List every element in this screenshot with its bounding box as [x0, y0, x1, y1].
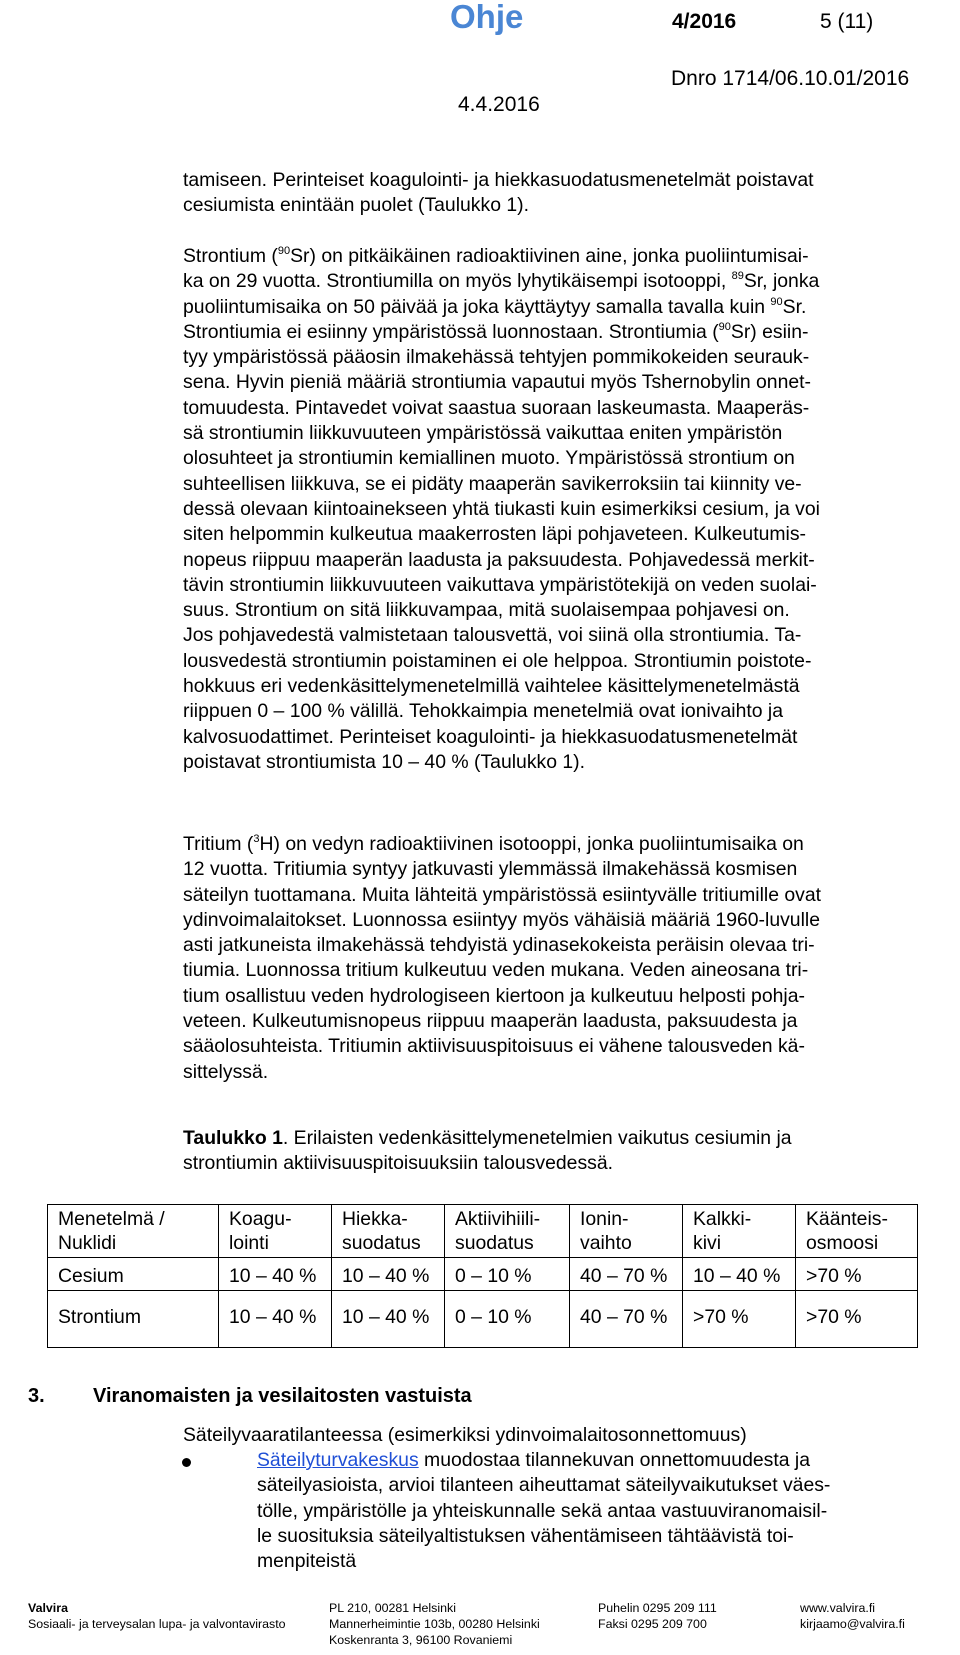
footer-contact — [598, 1600, 717, 1632]
table-row — [48, 1291, 918, 1348]
text-line: tamiseen. Perinteiset koagulointi- ja hiekkasuodatusmenetelmät poistavat — [183, 169, 814, 191]
text-line: tiumia. Luonnossa tritium kulkeutuu veden mukana. Veden aineosana tri- — [183, 959, 809, 982]
text-line: olosuhteet ja strontiumin kemiallinen muoto. Ympäristössä strontium on — [183, 447, 795, 470]
footer-address-line: Koskenranta 3, 96100 Rovaniemi — [329, 1633, 513, 1647]
footer-address-line: Mannerheimintie 103b, 00280 Helsinki — [329, 1617, 540, 1631]
paragraph-cesium-end — [183, 168, 923, 219]
text-line: säteilyn tuottamana. Muita lähteitä ympäristössä esiintyvälle tritiumille ovat — [183, 883, 822, 906]
table-cell: Cesium — [48, 1258, 219, 1291]
table-cell: 10 – 40 % — [219, 1291, 332, 1348]
text-line: tölle, ympäristölle ja yhteiskunnalle sekä antaa vastuuviranomaisil- — [257, 1499, 828, 1522]
table-cell: >70 % — [796, 1258, 918, 1291]
text-line: sä strontiumin liikkuvuuteen ympäristössä vaikuttaa eniten ympäristön — [183, 422, 783, 445]
table-cell: 10 – 40 % — [219, 1258, 332, 1291]
paragraph-strontium — [183, 244, 923, 775]
text-line: veteen. Kulkeutumisnopeus riippuu maaperän laadusta, paksuudesta ja — [183, 1010, 798, 1033]
text-line: 12 vuotta. Tritiumia syntyy jatkuvasti ylemmässä ilmakehässä kosmisen — [183, 858, 798, 881]
text-line: sääolosuhteista. Tritiumin aktiivisuuspitoisuus ei vähene talousveden kä- — [183, 1035, 805, 1058]
document-date: 4.4.2016 — [458, 93, 540, 116]
header-cell: Koagu- lointi — [219, 1205, 332, 1258]
footer-email: kirjaamo@valvira.fi — [800, 1617, 905, 1631]
text-line: Säteilyturvakeskus muodostaa tilannekuvan onnettomuudesta ja — [257, 1449, 810, 1471]
bullet-item — [257, 1448, 917, 1574]
text-line: tium osallistuu veden hydrologiseen kiertoon ja kulkeutuu helposti pohja- — [183, 984, 805, 1007]
text-line: cesiumista enintään puolet (Taulukko 1). — [183, 194, 529, 217]
table-header-row — [48, 1205, 918, 1258]
table-cell: 0 – 10 % — [445, 1291, 570, 1348]
table-cell: 10 – 40 % — [332, 1291, 445, 1348]
footer-address — [329, 1600, 540, 1648]
text-line: ka on 29 vuotta. Strontiumilla on myös lyhytikäisempi isotooppi, $^{89}$Sr, jonka — [183, 270, 820, 293]
caption-label: Taulukko 1 — [183, 1127, 283, 1149]
stuk-link[interactable]: Säteilyturvakeskus — [257, 1449, 419, 1471]
text-line: kalvosuodattimet. Perinteiset koagulointi- ja hiekkasuodatusmenetelmät — [183, 725, 798, 748]
document-number: 4/2016 — [672, 10, 737, 33]
table-cell: 0 – 10 % — [445, 1258, 570, 1291]
text-line: Taulukko 1. Erilaisten vedenkäsittelymenetelmien vaikutus cesiumin ja — [183, 1127, 792, 1149]
header-cell: Ionin- vaihto — [570, 1205, 683, 1258]
footer-org-desc: Sosiaali- ja terveysalan lupa- ja valvontavirasto — [28, 1617, 286, 1631]
header-cell: Kalkki- kivi — [683, 1205, 796, 1258]
header-cell: Menetelmä / Nuklidi — [48, 1205, 219, 1258]
header-cell: Käänteis- osmoosi — [796, 1205, 918, 1258]
text-line: tävin strontiumin liikkuvuuteen vaikuttava ympäristötekijä on veden suolai- — [183, 573, 817, 596]
table-row — [48, 1258, 918, 1291]
text-line: asti jatkuneista ilmakehässä tehdyistä ydinasekokeista peräisin olevaa tri- — [183, 934, 815, 957]
text-line: Tritium ($^3$H) on vedyn radioaktiivinen isotooppi, jonka puoliintumisaika on — [183, 833, 804, 855]
footer-phone: Puhelin 0295 209 111 — [598, 1601, 717, 1615]
record-number: Dnro 1714/06.10.01/2016 — [671, 67, 910, 90]
text-line: siten helpommin kulkeutua maakerrosten läpi pohjaveteen. Kulkeutumis- — [183, 523, 806, 546]
text-line: nopeus riippuu maaperän laadusta ja paksuudesta. Pohjavedessä merkit- — [183, 548, 815, 571]
header-cell: Hiekka- suodatus — [332, 1205, 445, 1258]
text-line: dessä olevaan kiintoainekseen yhtä tiukasti kuin esimerkiksi cesium, ja voi — [183, 497, 820, 520]
text-line: menpiteistä — [257, 1550, 357, 1573]
text-line: tomuudesta. Pintavedet voivat saastua suoraan laskeumasta. Maaperäs- — [183, 396, 810, 419]
text-line: säteilyasioista, arvioi tilanteen aiheuttamat säteilyvaikutukset väes- — [257, 1474, 831, 1497]
text-line: suus. Strontium on sitä liikkuvampaa, mitä suolaisempaa pohjavesi on. — [183, 599, 790, 622]
table-cell: 10 – 40 % — [683, 1258, 796, 1291]
footer-org — [28, 1600, 286, 1632]
text-line: Strontiumia ei esiinny ympäristössä luonnostaan. Strontiumia ($^{90}$Sr) esiin- — [183, 320, 809, 343]
footer-fax: Faksi 0295 209 700 — [598, 1617, 707, 1631]
text-line: ydinvoimalaitokset. Luonnossa esiintyy myös vähäisiä määriä 1960-luvulle — [183, 908, 820, 931]
bullet-icon — [182, 1458, 191, 1467]
footer-org-name: Valvira — [28, 1601, 68, 1615]
text-line: sena. Hyvin pieniä määriä strontiumia vapautui myös Tshernobylin onnet- — [183, 371, 812, 394]
text-line: strontiumin aktiivisuuspitoisuuksiin talousvedessä. — [183, 1152, 614, 1175]
table-cell: 40 – 70 % — [570, 1291, 683, 1348]
page-number: 5 (11) — [820, 10, 874, 33]
text-line: hokkuus eri vedenkäsittelymenetelmillä vaihtelee käsittelymenetelmästä — [183, 675, 800, 698]
paragraph-tritium — [183, 832, 923, 1085]
table-cell: >70 % — [683, 1291, 796, 1348]
text-line: sittelyssä. — [183, 1060, 269, 1083]
table-caption — [183, 1126, 923, 1177]
table-cell: 10 – 40 % — [332, 1258, 445, 1291]
footer-address-line: PL 210, 00281 Helsinki — [329, 1601, 456, 1615]
document-type-title: Ohje — [450, 0, 524, 35]
footer-web — [800, 1600, 905, 1632]
text-line: poistavat strontiumista 10 – 40 % (Taulukko 1). — [183, 750, 586, 773]
text-line: Jos pohjavedestä valmistetaan talousvettä, voi siinä olla strontiumia. Ta- — [183, 624, 802, 647]
table-cell: >70 % — [796, 1291, 918, 1348]
text-line: puoliintumisaika on 50 päivää ja joka käyttäytyy samalla tavalla kuin $^{90}$Sr. — [183, 295, 807, 318]
header-cell: Aktiivihiili- suodatus — [445, 1205, 570, 1258]
text-line: riippuen 0 – 100 % välillä. Tehokkaimpia menetelmiä ovat ionivaihto ja — [183, 700, 784, 723]
section-number: 3. — [28, 1385, 45, 1407]
section-intro: Säteilyvaaratilanteessa (esimerkiksi ydinvoimalaitosonnettomuus) — [183, 1424, 747, 1446]
table-cell: 40 – 70 % — [570, 1258, 683, 1291]
table-cell: Strontium — [48, 1291, 219, 1348]
section-title: Viranomaisten ja vesilaitosten vastuista — [93, 1385, 472, 1407]
text-line: suhteellisen liikkuva, se ei pidäty maaperän savikerroksiin tai kiinnity ve- — [183, 472, 802, 495]
removal-efficiency-table — [47, 1204, 918, 1348]
text-line: tyy ympäristössä pääosin ilmakehässä tehtyjen pommikokeiden seurauk- — [183, 346, 810, 369]
footer-website: www.valvira.fi — [800, 1601, 876, 1615]
text-line: le suosituksia säteilyaltistuksen vähentämiseen tähtäävistä toi- — [257, 1524, 794, 1547]
text-line: Strontium ($^{90}$Sr) on pitkäikäinen radioaktiivinen aine, jonka puoliintumisai- — [183, 245, 809, 267]
text-line: lousvedestä strontiumin poistaminen ei ole helppoa. Strontiumin poistote- — [183, 649, 812, 672]
